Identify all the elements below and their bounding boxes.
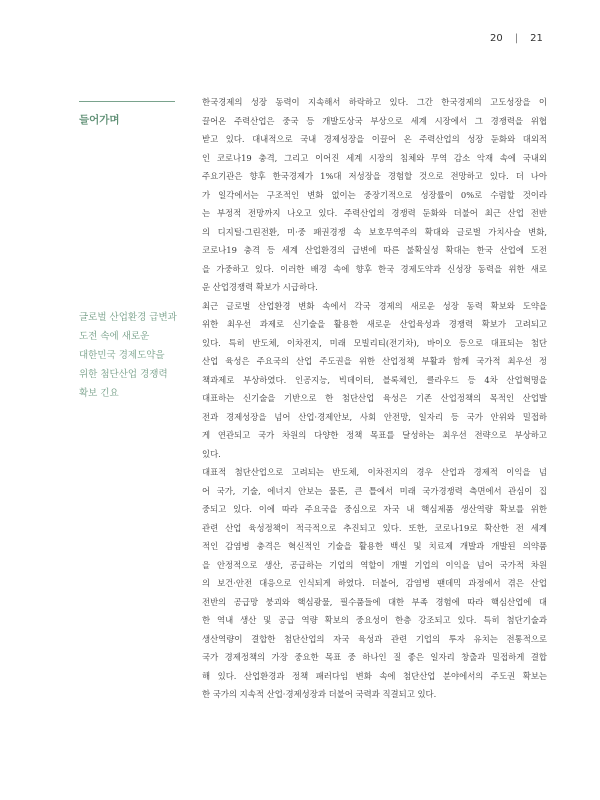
body-line: 위한 최우선 과제로 신기술을 활용한 새로운 산업육성과 경쟁력 확보가 고려되고: [202, 319, 547, 329]
body-line: 있다. 특히 반도체, 이차전지, 미래 모빌리티(전기차), 바이오 등으로 대표되는 첨단: [202, 337, 547, 348]
sidebar-note-line: 위한 첨단산업 경쟁력: [79, 369, 168, 380]
body-line: 중되고 있다. 이에 따라 주요국을 중심으로 자국 내 핵심제품 생산역량 확보를 위한: [202, 504, 547, 514]
body-line: 한국경제의 성장 동력이 지속해서 하락하고 있다. 그간 한국경제의 고도성장을 이: [202, 97, 547, 107]
body-line: 대표하는 신기술을 기반으로 한 첨단산업 육성은 기존 산업정책의 목적인 산업발: [202, 393, 547, 403]
body-line: 한 역내 생산 및 공급 역량 확보의 중요성이 한층 강조되고 있다. 특히 첨단기술과: [202, 615, 547, 625]
body-line: 게 연관되고 국가 차원의 다양한 정책 목표를 달성하는 최우선 전략으로 부상하고: [202, 430, 547, 440]
body-line: 주요기관은 향후 한국경제가 1%대 저성장을 경험할 것으로 전망하고 있다. 더 나아: [202, 171, 547, 181]
body-line: 의 디지털·그린전환, 미·중 패권경쟁 속 보호무역주의 확대와 글로벌 가치사슬 변화,: [202, 226, 547, 237]
sidebar-note: [79, 308, 189, 403]
body-line: 국가 경제정책의 가장 중요한 목표 중 하나인 질 좋은 일자리 창출과 밀접하게 결합: [202, 652, 547, 662]
body-line: 가 일각에서는 구조적인 변화 없이는 중장기적으로 성장률이 0%로 수렴할 것이라: [202, 189, 547, 200]
body-line: 전반의 공급망 붕괴와 핵심광물, 필수품들에 대한 부족 경험에 따라 핵심산업에 대: [202, 596, 547, 607]
body-line: 해 있다. 산업환경과 정책 패러다임 변화 속에 첨단산업 분야에서의 주도권 확보는: [202, 670, 547, 681]
body-line: 받고 있다. 대내적으로 국내 경제성장을 이끌어 온 주력산업의 성장 둔화와 대외적: [202, 134, 547, 144]
body-line: 인 코로나19 충격, 그리고 이어진 세계 시장의 침체와 무역 감소 악재 속에 국내외: [202, 152, 547, 163]
section-heading: 들어가며: [79, 114, 120, 126]
body-line: 을 안정적으로 생산, 공급하는 기업의 역할이 개별 기업의 이익을 넘어 국가적 차원: [202, 559, 547, 570]
body-line: 어 국가, 기술, 에너지 안보는 물론, 큰 틀에서 미래 국가경쟁력 측면에서 관심이 집: [202, 485, 547, 496]
body-line: 관련 산업 육성정책이 적극적으로 추진되고 있다. 또한, 코로나19로 확산한 전 세계: [202, 522, 547, 533]
sidebar-note-line: 글로벌 산업환경 급변과: [79, 312, 177, 323]
body-line: 의 보건·안전 대응으로 인식되게 하였다. 더불어, 감염병 팬데믹 과정에서 겪은 산업: [202, 578, 547, 588]
body-line: 생산역량이 결합한 첨단산업의 자국 육성과 관련 기업의 투자 유치는 전통적으로: [202, 633, 547, 644]
body-line: 을 가중하고 있다. 이러한 배경 속에 향후 한국 경제도약과 신성장 동력을 위한 새로: [202, 263, 547, 274]
body-line: 는 부정적 전망까지 나오고 있다. 주력산업의 경쟁력 둔화와 더불어 최근 산업 전반: [202, 208, 547, 218]
body-line: 운 산업경쟁력 확보가 시급하다.: [202, 282, 318, 292]
body-text: [202, 93, 547, 704]
page-separator: |: [514, 33, 519, 44]
sidebar-note-line: 도전 속에 새로운: [79, 331, 150, 342]
sidebar-note-line: 확보 긴요: [79, 388, 119, 399]
body-line: 책과제로 부상하였다. 인공지능, 빅데이터, 블록체인, 클라우드 등 4차 산업혁명을: [202, 374, 547, 385]
sidebar-note-line: 대한민국 경제도약을: [79, 350, 165, 361]
body-line: 끌어온 주력산업은 중국 등 개발도상국 부상으로 세계 시장에서 그 경쟁력을 위협: [202, 115, 547, 126]
section-rule: [79, 101, 175, 102]
body-line: 산업 육성은 주요국의 산업 주도권을 위한 산업정책 부활과 함께 국가적 최우선 정: [202, 356, 547, 366]
left-page-number: 20: [490, 33, 503, 44]
body-line: 전과 경제성장을 넘어 산업·경제안보, 사회 안전망, 일자리 등 국가 안위와 밀접하: [202, 411, 547, 422]
body-line: 적인 감염병 충격은 혁신적인 기술을 활용한 백신 및 치료제 개발과 개발된 의약품: [202, 541, 547, 551]
body-line: 최근 글로벌 산업환경 변화 속에서 각국 경제의 새로운 성장 동력 확보와 도약을: [202, 300, 547, 311]
body-line: 코로나19 충격 등 세계 산업환경의 급변에 따른 불확실성 확대는 한국 산업에 도전: [202, 245, 547, 255]
body-line: 한 국가의 지속적 산업·경제성장과 더불어 국력과 직결되고 있다.: [202, 689, 437, 699]
body-line: 대표적 첨단산업으로 고려되는 반도체, 이차전지의 경우 산업과 경제적 이익을 넘: [202, 467, 547, 477]
right-page-number: 21: [530, 33, 543, 44]
body-line: 있다.: [202, 448, 221, 459]
page-numbers: [490, 33, 543, 44]
